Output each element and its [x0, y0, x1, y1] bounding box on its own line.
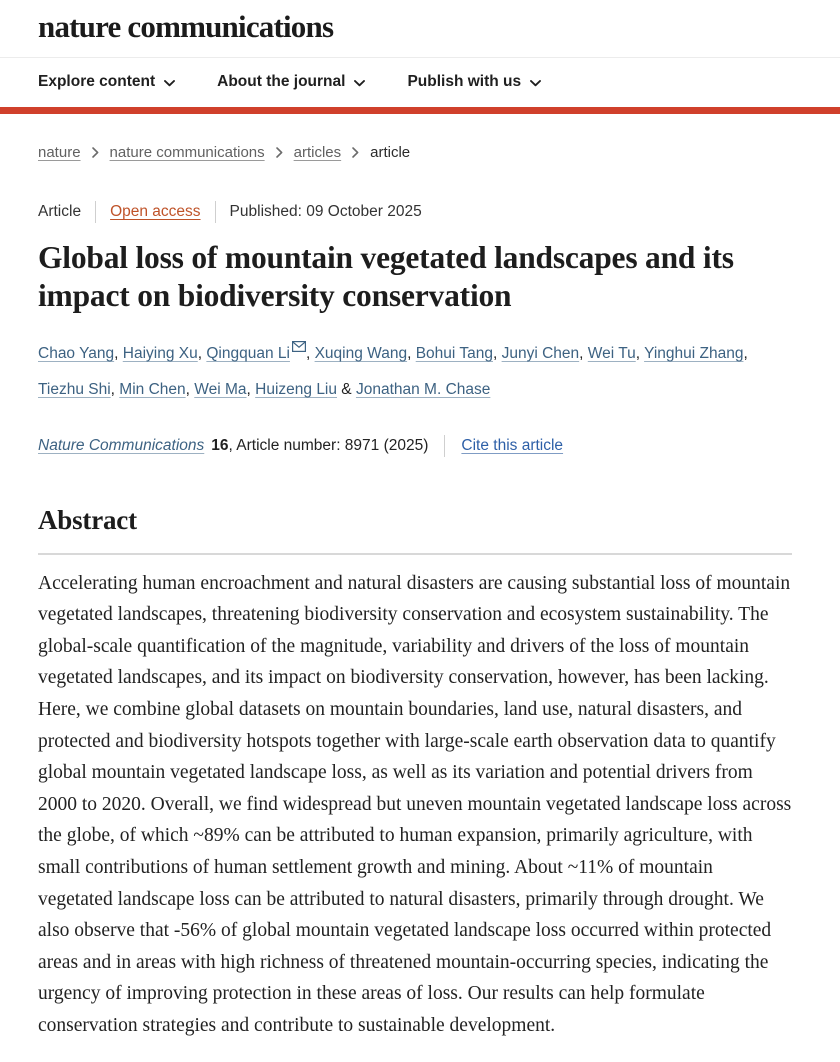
breadcrumb-link[interactable]: articles [293, 144, 342, 161]
article-number: , Article number: 8971 (2025) [228, 436, 429, 454]
chevron-right-icon [276, 147, 283, 158]
author-link[interactable]: Min Chen [119, 381, 186, 399]
nav-item-label: Publish with us [407, 73, 522, 90]
email-envelope-icon[interactable] [292, 341, 306, 352]
author-separator: , [110, 381, 120, 399]
breadcrumb [38, 144, 792, 161]
nav-item[interactable] [407, 73, 541, 91]
meta-separator [215, 201, 216, 223]
abstract-divider [38, 553, 792, 555]
site-header [0, 0, 840, 58]
author-link[interactable]: Jonathan M. Chase [355, 381, 491, 399]
chevron-down-icon [354, 80, 365, 87]
published-date: Published: 09 October 2025 [229, 203, 422, 220]
author-link[interactable]: Yinghui Zhang [644, 344, 744, 362]
author-separator: , [492, 344, 502, 362]
article-title: Global loss of mountain vegetated landscapes and its impact on biodiversity conservation [38, 240, 734, 314]
author-separator: , [114, 344, 123, 362]
author-link[interactable]: Xuqing Wang [314, 344, 408, 362]
chevron-right-icon [92, 147, 99, 158]
nav-item[interactable] [38, 73, 175, 91]
abstract-text: Accelerating human encroachment and natural disasters are causing substantial loss of mountain vegetated landscapes, threatening biodiversity conservation and ecosystem sustainability. The global-scale quantification of the magnitude, variability and drivers of the loss of mountain vegetated landscapes, and its impact on biodiversity conservation, however, has been lacking. Here, we combine global datasets on mountain boundaries, land use, natural disasters, and protected and biodiversity hotspots together with large-scale earth observation data to quantify global mountain vegetated landscape loss, as well as its variation and potential drivers from 2000 to 2020. Overall, we find widespread but uneven mountain vegetated landscape loss across the globe, of which ~89% can be attributed to human expansion, primarily agriculture, with small contributions of human settlement growth and mining. About ~11% of mountain vegetated landscape loss can be attributed to natural disasters, primarily through drought. We also observe that -56% of global mountain vegetated landscape loss occurred within protected areas and in areas with high richness of threatened mountain-occurring species, indicating the urgency of improving protection in these areas of loss. Our results can help formulate conservation strategies and contribute to sustainable development. [38, 572, 792, 1036]
author-link[interactable]: Qingquan Li [206, 344, 290, 362]
nav-item-label: About the journal [217, 73, 346, 90]
author-separator: , [185, 381, 195, 399]
author-separator: , [635, 344, 645, 362]
author-link[interactable]: Wei Tu [587, 344, 636, 362]
journal-volume: 16 [211, 436, 229, 454]
author-link[interactable]: Tiezhu Shi [38, 381, 111, 399]
breadcrumb-current: article [370, 144, 411, 161]
open-access-link[interactable]: Open access [110, 203, 201, 220]
author-separator: , [305, 344, 315, 362]
chevron-right-icon [352, 147, 359, 158]
author-link[interactable]: Huizeng Liu [255, 381, 337, 399]
nav-items [38, 58, 792, 107]
journal-logo[interactable]: nature communications [38, 9, 334, 44]
breadcrumb-link[interactable]: nature communications [109, 144, 265, 161]
citation-separator [444, 435, 445, 457]
abstract-section [38, 505, 792, 1062]
citation-line [38, 435, 792, 457]
journal-link[interactable]: Nature Communications [38, 436, 205, 454]
author-link[interactable]: Wei Ma [194, 381, 247, 399]
abstract-heading: Abstract [38, 504, 137, 535]
author-link[interactable]: Junyi Chen [501, 344, 580, 362]
breadcrumb-link[interactable]: nature [38, 144, 81, 161]
author-separator: , [197, 344, 207, 362]
chevron-down-icon [164, 80, 175, 87]
nav-item[interactable] [217, 73, 365, 91]
main-nav [0, 58, 840, 107]
author-link[interactable]: Haiying Xu [122, 344, 198, 362]
nav-item-label: Explore content [38, 73, 156, 90]
cite-this-article-link[interactable]: Cite this article [461, 436, 564, 454]
author-ampersand: & [337, 381, 356, 399]
brand-red-bar [0, 107, 840, 114]
author-separator: , [743, 344, 748, 362]
article-type-label: Article [38, 203, 82, 220]
author-link[interactable]: Chao Yang [38, 344, 115, 362]
article-page [0, 144, 840, 1062]
author-list [38, 336, 792, 409]
author-separator: , [246, 381, 256, 399]
author-separator: , [407, 344, 416, 362]
meta-separator [95, 201, 96, 223]
article-meta-row [38, 201, 792, 223]
author-link[interactable]: Bohui Tang [415, 344, 493, 362]
author-separator: , [579, 344, 588, 362]
chevron-down-icon [530, 80, 541, 87]
